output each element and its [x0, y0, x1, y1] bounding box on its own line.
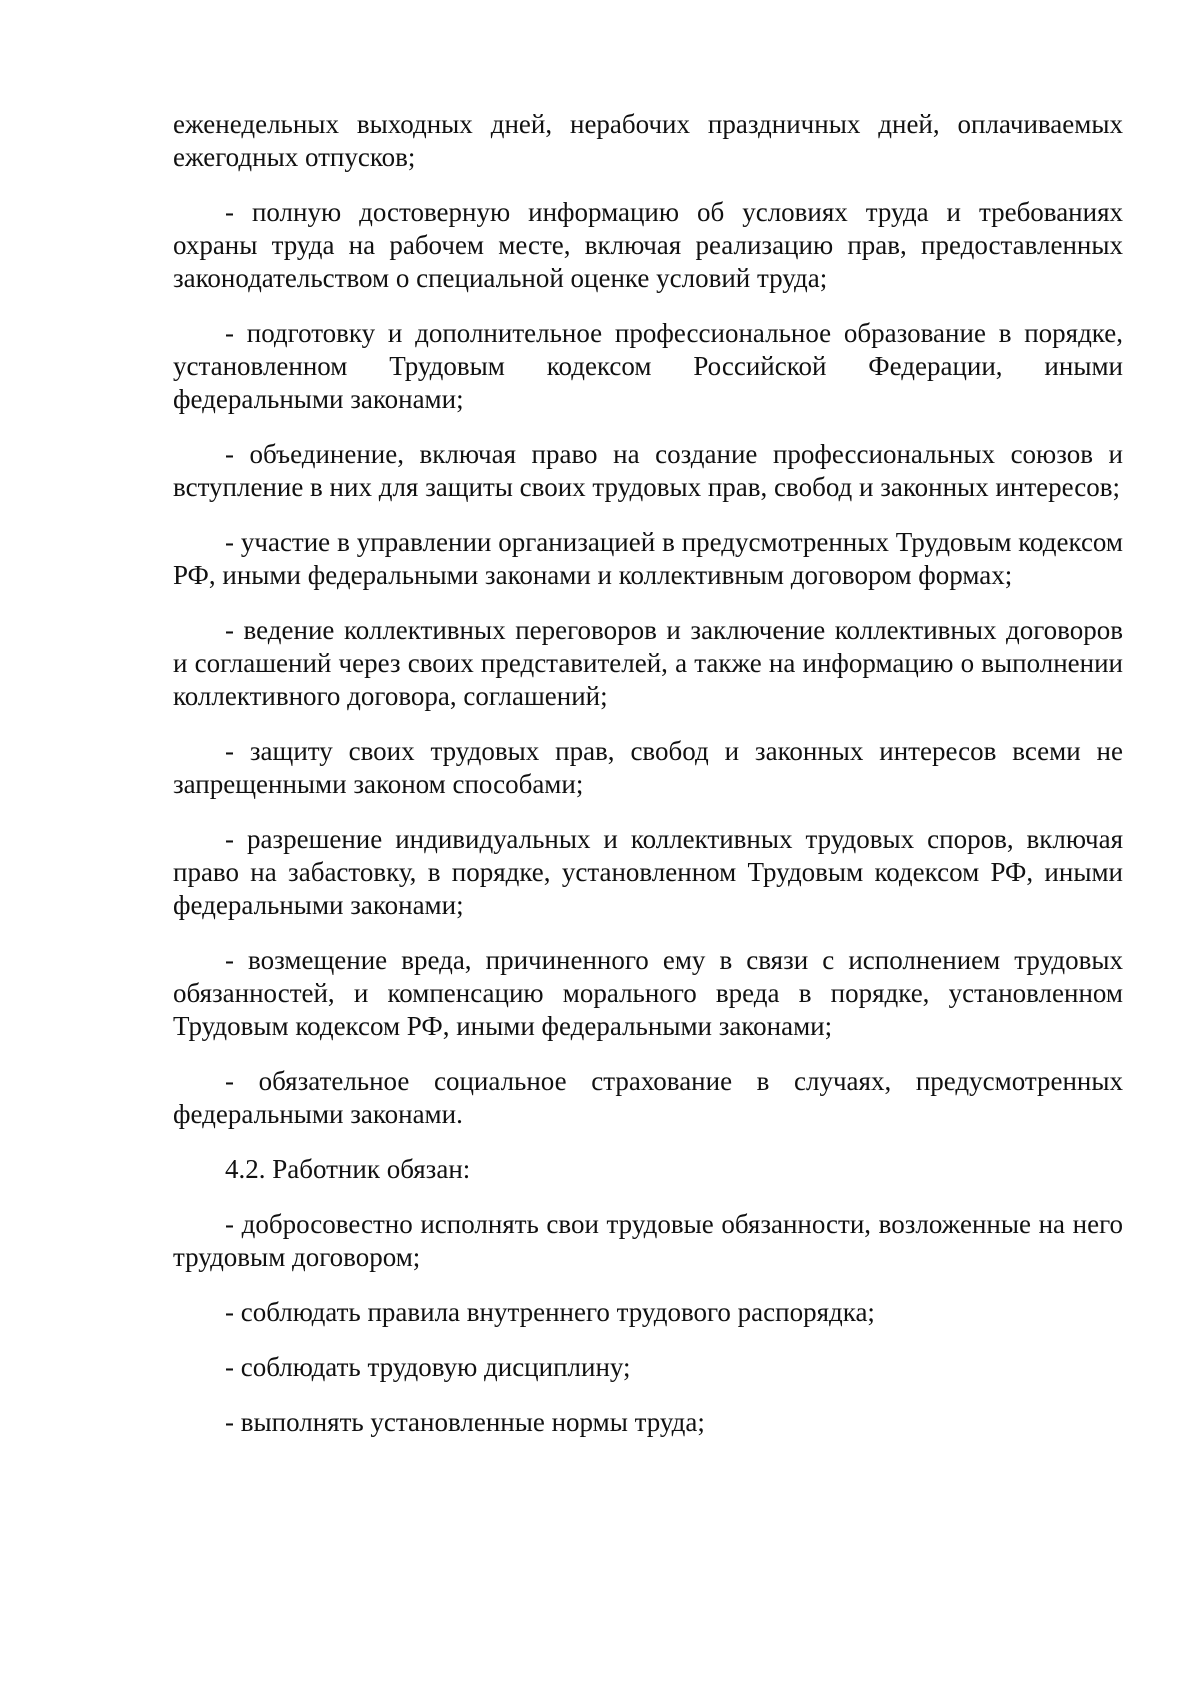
- list-item-duties-fulfillment: - добросовестно исполнять свои трудовые обязанности, возложенные на него трудовым договором;: [173, 1209, 1123, 1272]
- section-heading-4-2: 4.2. Работник обязан:: [225, 1154, 471, 1184]
- list-item-internal-rules: - соблюдать правила внутреннего трудового распорядка;: [225, 1297, 875, 1327]
- list-item-collective-bargaining: - ведение коллективных переговоров и заключение коллективных договоров и соглашений через своих представителей, а также на информацию о выполнении коллективного договора, соглашений;: [173, 615, 1123, 711]
- list-item-labor-norms: - выполнять установленные нормы труда;: [225, 1407, 705, 1437]
- list-item-training: - подготовку и дополнительное профессиональное образование в порядке, установленном Трудовым кодексом Российской Федерации, иными федеральными законами;: [173, 318, 1123, 414]
- list-item-rights-protection: - защиту своих трудовых прав, свобод и законных интересов всеми не запрещенными законом способами;: [173, 736, 1123, 799]
- list-item-dispute-resolution: - разрешение индивидуальных и коллективных трудовых споров, включая право на забастовку, в порядке, установленном Трудовым кодексом РФ, иными федеральными законами;: [173, 824, 1123, 920]
- list-item-damage-compensation: - возмещение вреда, причиненного ему в связи с исполнением трудовых обязанностей, и компенсацию морального вреда в порядке, установленном Трудовым кодексом РФ, иными федеральными законами;: [173, 945, 1123, 1041]
- list-item-discipline: - соблюдать трудовую дисциплину;: [225, 1352, 631, 1382]
- document-page: [173, 108, 1123, 1461]
- list-item-union: - объединение, включая право на создание профессиональных союзов и вступление в них для защиты своих трудовых прав, свобод и законных интересов;: [173, 439, 1123, 502]
- list-item-safety-info: - полную достоверную информацию об условиях труда и требованиях охраны труда на рабочем месте, включая реализацию прав, предоставленных законодательством о специальной оценке условий труда;: [173, 197, 1123, 293]
- paragraph-continuation: еженедельных выходных дней, нерабочих праздничных дней, оплачиваемых ежегодных отпусков;: [173, 109, 1123, 172]
- list-item-management-participation: - участие в управлении организацией в предусмотренных Трудовым кодексом РФ, иными федеральными законами и коллективным договором формах;: [173, 527, 1123, 590]
- list-item-social-insurance: - обязательное социальное страхование в случаях, предусмотренных федеральными законами.: [173, 1066, 1123, 1129]
